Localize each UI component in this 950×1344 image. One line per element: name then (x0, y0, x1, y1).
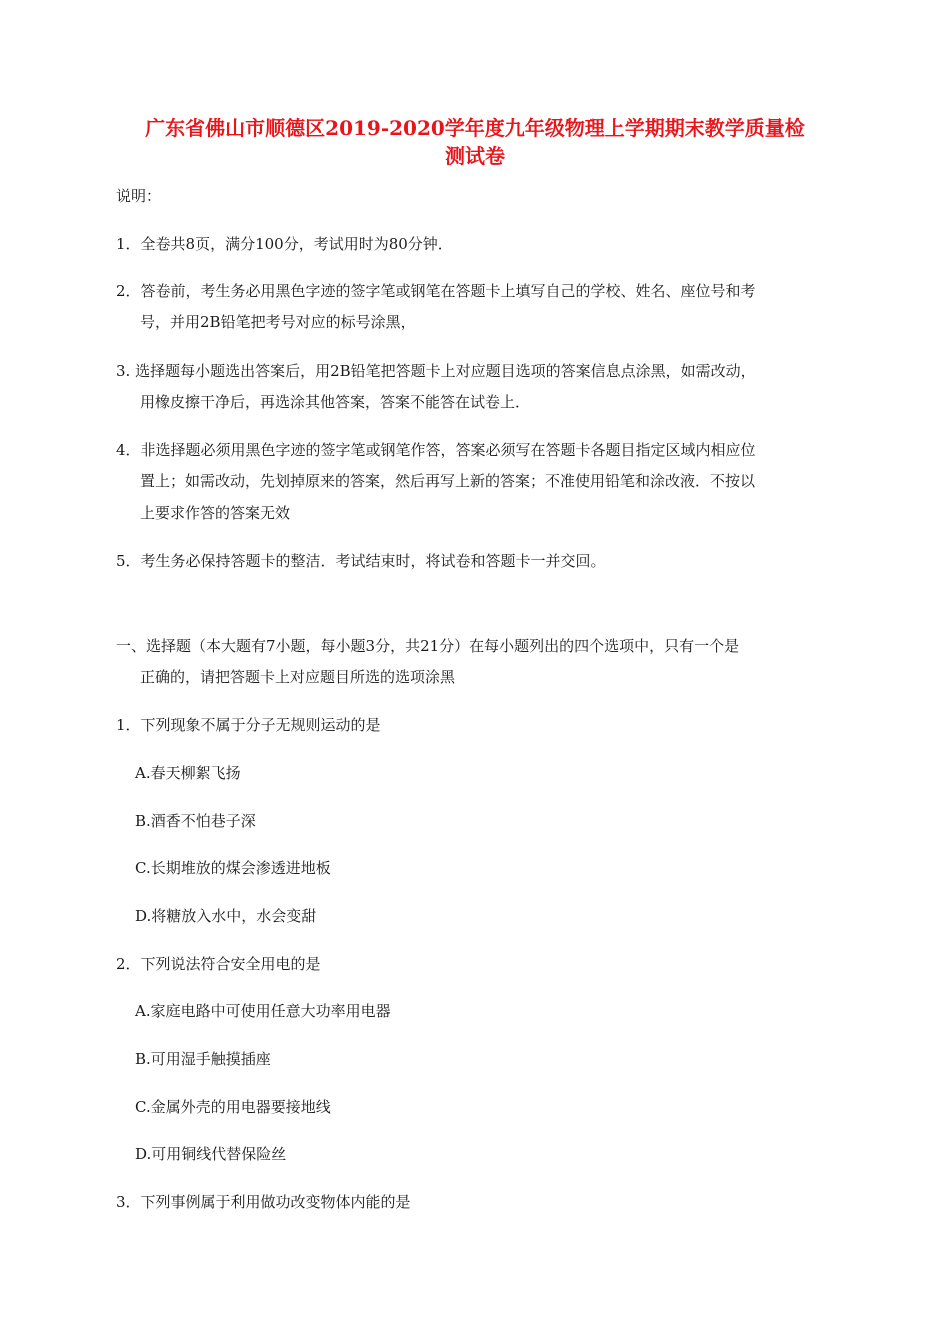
note-4-line-2: 置上；如需改动，先划掉原来的答案，然后再写上新的答案；不准使用铅笔和涂改液．不按以 (140, 472, 756, 490)
question-2-option-c: C.金属外壳的用电器要接地线 (135, 1098, 331, 1116)
note-4-line-1: 4．非选择题必须用黑色字迹的签字笔或钢笔作答，答案必须写在答题卡各题目指定区域内相应位 (116, 441, 756, 459)
note-3-line-2: 用橡皮擦干净后，再选涂其他答案，答案不能答在试卷上． (140, 393, 531, 411)
question-3-stem: 3．下列事例属于利用做功改变物体内能的是 (116, 1193, 411, 1211)
note-3-line-1: 3. 选择题每小题选出答案后，用2B铅笔把答题卡上对应题目选项的答案信息点涂黑，如需改动， (116, 362, 756, 380)
question-1-option-b: B.酒香不怕巷子深 (135, 812, 256, 830)
note-1-line-1: 1．全卷共8页，满分100分，考试用时为80分钟． (116, 235, 453, 253)
document-title (110, 114, 840, 170)
title-line-2: 测试卷 (445, 144, 505, 168)
note-4-line-3: 上要求作答的答案无效 (140, 504, 291, 522)
section-1-line-1: 一、选择题（本大题有7小题，每小题3分，共21分）在每小题列出的四个选项中，只有一个是 (116, 637, 740, 655)
question-1-option-c: C.长期堆放的煤会渗透进地板 (135, 859, 331, 877)
question-2-option-a: A.家庭电路中可使用任意大功率用电器 (135, 1002, 391, 1020)
question-1-stem: 1．下列现象不属于分子无规则运动的是 (116, 716, 381, 734)
instructions-label: 说明： (116, 187, 162, 205)
question-2-option-d: D.可用铜线代替保险丝 (135, 1145, 287, 1163)
question-2-stem: 2．下列说法符合安全用电的是 (116, 955, 321, 973)
question-1-option-d: D.将糖放入水中，水会变甜 (135, 907, 317, 925)
question-2-option-b: B.可用湿手触摸插座 (135, 1050, 271, 1068)
note-5-line-1: 5．考生务必保持答题卡的整洁．考试结束时，将试卷和答题卡一并交回。 (116, 552, 606, 570)
note-2-line-2: 号，并用2B铅笔把考号对应的标号涂黑， (140, 313, 416, 331)
note-2-line-1: 2．答卷前，考生务必用黑色字迹的签字笔或钢笔在答题卡上填写自己的学校、姓名、座位号和考 (116, 282, 756, 300)
question-1-option-a: A.春天柳絮飞扬 (135, 764, 241, 782)
title-line-1: 广东省佛山市顺德区2019-2020学年度九年级物理上学期期末教学质量检 (145, 116, 805, 140)
section-1-line-2: 正确的，请把答题卡上对应题目所选的选项涂黑 (140, 668, 456, 686)
